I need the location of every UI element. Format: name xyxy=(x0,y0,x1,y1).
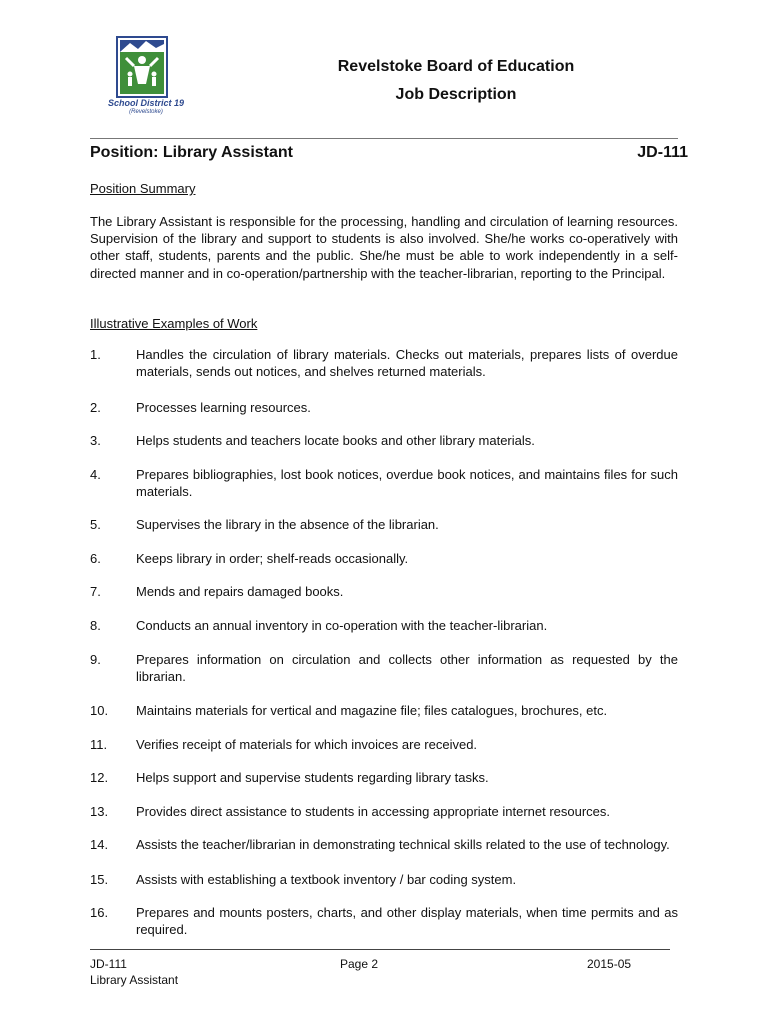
position-row xyxy=(90,144,688,164)
job-code: JD-111 xyxy=(637,144,688,161)
item-number: 5. xyxy=(90,517,101,532)
item-text: Assists with establishing a textbook inventory / bar coding system. xyxy=(136,872,517,887)
school-district-logo xyxy=(96,36,196,126)
examples-heading: Illustrative Examples of Work xyxy=(90,316,258,331)
footer-divider xyxy=(90,949,670,950)
item-number: 2. xyxy=(90,400,101,415)
summary-heading: Position Summary xyxy=(90,181,196,196)
footer-page: Page 2 xyxy=(340,957,379,971)
item-text: Assists the teacher/librarian in demonstrating technical skills related to the use of technology. xyxy=(136,837,670,852)
item-number: 11. xyxy=(90,737,108,752)
footer-date: 2015-05 xyxy=(587,957,632,971)
item-number: 13. xyxy=(90,804,109,819)
item-text: Handles the circulation of library materials. Checks out materials, prepares lists of overdue materials, sends out notices, and shelves returned materials. xyxy=(136,347,678,380)
item-number: 7. xyxy=(90,584,101,599)
document-title: Job Description xyxy=(395,86,517,103)
item-text: Prepares information on circulation and collects other information as requested by the librarian. xyxy=(136,652,678,685)
item-number: 9. xyxy=(90,652,101,667)
item-text: Keeps library in order; shelf-reads occasionally. xyxy=(136,551,409,566)
item-text: Prepares bibliographies, lost book notices, overdue book notices, and maintains files for such materials. xyxy=(136,467,678,500)
logo-name: School District 19 xyxy=(107,98,185,108)
item-number: 14. xyxy=(90,837,109,852)
item-text: Verifies receipt of materials for which invoices are received. xyxy=(136,737,478,752)
item-text: Maintains materials for vertical and magazine file; files catalogues, brochures, etc. xyxy=(136,703,608,718)
footer-code: JD-111 xyxy=(90,957,127,971)
item-number: 12. xyxy=(90,770,109,785)
item-number: 15. xyxy=(90,872,109,887)
item-text: Processes learning resources. xyxy=(136,400,311,415)
crest-icon xyxy=(116,36,168,98)
item-number: 4. xyxy=(90,467,101,482)
organization-name: Revelstoke Board of Education xyxy=(337,58,575,75)
logo-subtitle: (Revelstoke) xyxy=(129,109,163,115)
footer-title: Library Assistant xyxy=(90,973,179,987)
position-title: Position: Library Assistant xyxy=(90,144,293,161)
item-text: Helps students and teachers locate books and other library materials. xyxy=(136,433,535,448)
summary-text: The Library Assistant is responsible for the processing, handling and circulation of learning resources. Supervision of the library and support to students is also involved. She/he works co-operatively with other staff, students, parents and the public. She/he must be able to work independently in a self-directed manner and in co-operation/partnership with the teacher-librarian, reporting to the Principal. xyxy=(90,214,678,281)
item-number: 10. xyxy=(90,703,109,718)
item-number: 1. xyxy=(90,347,101,362)
item-text: Helps support and supervise students regarding library tasks. xyxy=(136,770,489,785)
item-text: Mends and repairs damaged books. xyxy=(136,584,344,599)
item-number: 3. xyxy=(90,433,101,448)
item-text: Provides direct assistance to students in accessing appropriate internet resources. xyxy=(136,804,611,819)
item-text: Supervises the library in the absence of the librarian. xyxy=(136,517,439,532)
item-number: 6. xyxy=(90,551,101,566)
item-text: Conducts an annual inventory in co-operation with the teacher-librarian. xyxy=(136,618,548,633)
item-number: 8. xyxy=(90,618,101,633)
header-divider xyxy=(90,138,678,139)
item-number: 16. xyxy=(90,905,109,920)
item-text: Prepares and mounts posters, charts, and other display materials, when time permits and as required. xyxy=(136,905,678,938)
